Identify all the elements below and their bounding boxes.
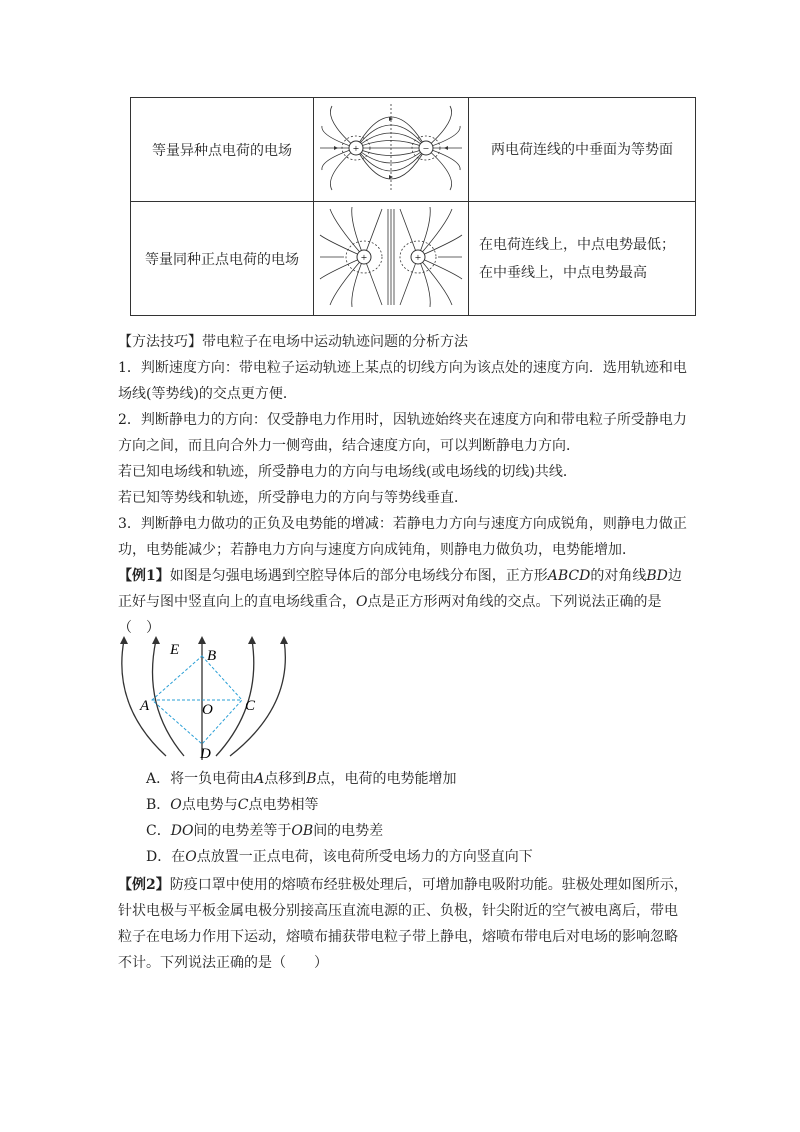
example-1-option-c[interactable]: C．DO间的电势差等于OB间的电势差: [146, 823, 384, 839]
example-1-question: 【例1】如图是匀强电场遇到空腔导体后的部分电场线分布图，正方形ABCD的对角线BD边正好与图中竖直向上的直电场线重合，O点是正方形两对角线的交点。下列说法正确的是（ ）: [118, 568, 682, 636]
example-1-tag: 【例1】: [118, 568, 170, 584]
method-point-2: 2．判断静电力的方向：仅受静电力作用时，因轨迹始终夹在速度方向和带电粒子所受静电力方向之间，而且向合外力一侧弯曲，结合速度方向，可以判断静电力方向．: [118, 412, 687, 454]
positive-charge-label: +: [360, 251, 368, 264]
method-note-equipotential: 若已知等势线和轨迹，所受静电力的方向与等势线垂直．: [118, 490, 468, 506]
positive-charge-label: +: [414, 251, 422, 264]
point-label-D: D: [200, 746, 211, 762]
table-row: [131, 202, 696, 316]
figure-cell: [314, 202, 469, 316]
method-point-3: 3．判断静电力做功的正负及电势能的增减：若静电力方向与速度方向成锐角，则静电力做正功，电势能减少；若静电力方向与速度方向成钝角，则静电力做负功，电势能增加．: [118, 516, 687, 558]
field-description-cell: 两电荷连线的中垂面为等势面: [469, 98, 696, 202]
field-name-cell: 等量同种正点电荷的电场: [131, 202, 314, 316]
point-label-O: O: [202, 702, 213, 718]
point-label-C: C: [245, 698, 256, 714]
example-1-option-b[interactable]: B．O点电势与C点电势相等: [146, 797, 319, 813]
negative-charge-label: −: [422, 142, 430, 155]
example-2-question: 【例2】防疫口罩中使用的熔喷布经驻极处理后，可增加静电吸附功能。驻极处理如图所示，针状电极与平板金属电极分别接高压直流电源的正、负极，针尖附近的空气被电离后，带电粒子在电场力作用下运动，熔喷布捕获带电粒子带上静电，熔喷布带电后对电场的影响忽略不计。下列说法正确的是（ ）: [118, 877, 688, 971]
figure-cell: [314, 98, 469, 202]
positive-charge-label: +: [352, 142, 360, 155]
point-label-E: E: [170, 642, 180, 658]
field-comparison-table: [130, 97, 696, 316]
example-1-option-a[interactable]: A．将一负电荷由A点移到B点，电荷的电势能增加: [146, 771, 457, 787]
method-note-field-lines: 若已知电场线和轨迹，所受静电力的方向与电场线(或电场线的切线)共线．: [118, 464, 577, 480]
like-charges-field-diagram: [316, 205, 466, 309]
method-point-1: 1．判断速度方向：带电粒子运动轨迹上某点的切线方向为该点处的速度方向．选用轨迹和电场线(等势线)的交点更方便．: [118, 360, 687, 402]
example-1-field-diagram: [118, 634, 298, 764]
point-label-A: A: [140, 698, 150, 714]
table-row: [131, 98, 696, 202]
method-heading: 【方法技巧】带电粒子在电场中运动轨迹问题的分析方法: [118, 334, 468, 350]
field-description-cell: 在电荷连线上，中点电势最低；在中垂线上，中点电势最高: [469, 202, 696, 316]
point-label-B: B: [207, 648, 217, 664]
example-1-option-d[interactable]: D．在O点放置一正点电荷，该电荷所受电场力的方向竖直向下: [146, 849, 533, 865]
example-2-tag: 【例2】: [118, 877, 170, 893]
field-name-cell: 等量异种点电荷的电场: [131, 98, 314, 202]
dipole-field-diagram: [316, 100, 466, 196]
